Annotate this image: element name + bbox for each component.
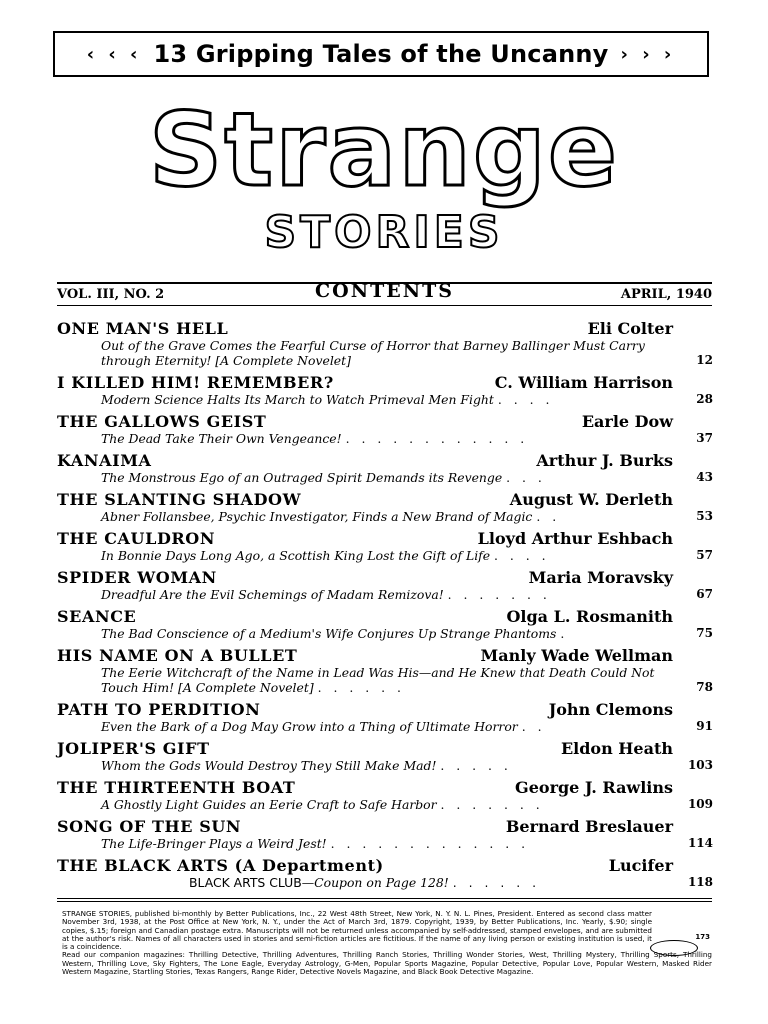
printer-code: 173 — [695, 933, 710, 941]
story-blurb: Dreadful Are the Evil Schemings of Madam Remizova! — [101, 587, 444, 602]
story-title: I KILLED HIM! REMEMBER? — [57, 373, 334, 392]
toc-entry: SEANCE Olga L. Rosmanith The Bad Conscience of a Medium's Wife Conjures Up Strange Phantoms . 75 — [57, 607, 713, 641]
toc-entry: JOLIPER'S GIFT Eldon Heath Whom the Gods Would Destroy They Still Make Mad! . . . . . 103 — [57, 739, 713, 773]
toc-entry: SONG OF THE SUN Bernard Breslauer The Life-Bringer Plays a Weird Jest! . . . . . . . . . . . . . 114 — [57, 817, 713, 851]
page-number: 109 — [687, 797, 713, 811]
toc-entry: KANAIMA Arthur J. Burks The Monstrous Ego of an Outraged Spirit Demands its Revenge . . . 43 — [57, 451, 713, 485]
issue-date: APRIL, 1940 — [620, 287, 712, 302]
volume-label: VOL. III, NO. 2 — [57, 287, 165, 302]
department-author: Lucifer — [608, 856, 673, 875]
story-blurb: The Monstrous Ego of an Outraged Spirit Demands its Revenge — [101, 470, 503, 485]
tagline-banner — [53, 31, 709, 77]
fine-print — [62, 910, 712, 976]
toc-entry: HIS NAME ON A BULLET Manly Wade Wellman The Eerie Witchcraft of the Name in Lead Was His—and He Knew that Death Could Not Touch Him! [A Complete Novelet] . . . . . . 78 — [57, 646, 713, 695]
story-author: Arthur J. Burks — [536, 451, 673, 470]
story-author: Manly Wade Wellman — [480, 646, 673, 665]
page-number: 43 — [696, 470, 713, 484]
tagline-text: 13 Gripping Tales of the Uncanny — [153, 40, 609, 68]
table-of-contents — [57, 319, 713, 895]
story-author: C. William Harrison — [494, 373, 673, 392]
story-title: KANAIMA — [57, 451, 152, 470]
toc-entry: THE GALLOWS GEIST Earle Dow The Dead Take Their Own Vengeance! . . . . . . . . . . . . 37 — [57, 412, 713, 446]
page-number: 103 — [687, 758, 713, 772]
story-author: John Clemons — [548, 700, 673, 719]
rule-under-issue — [57, 305, 712, 306]
story-author: Earle Dow — [581, 412, 673, 431]
story-title: ONE MAN'S HELL — [57, 319, 229, 338]
story-author: Bernard Breslauer — [505, 817, 673, 836]
toc-entry: THE SLANTING SHADOW August W. Derleth Abner Follansbee, Psychic Investigator, Finds a New Brand of Magic . . 53 — [57, 490, 713, 524]
story-title: THE THIRTEENTH BOAT — [57, 778, 296, 797]
page-number: 12 — [696, 353, 713, 367]
masthead-subtitle: STORIES — [264, 207, 504, 258]
toc-entry: I KILLED HIM! REMEMBER? C. William Harrison Modern Science Halts Its March to Watch Primeval Men Fight . . . . 28 — [57, 373, 713, 407]
rule-above-fine-print-2 — [57, 901, 712, 902]
story-blurb: The Eerie Witchcraft of the Name in Lead Was His—and He Knew that Death Could Not Touch Him! [A Complete Novelet] — [101, 665, 655, 695]
story-blurb: In Bonnie Days Long Ago, a Scottish King Lost the Gift of Life — [101, 548, 491, 563]
publication-notice: STRANGE STORIES, published bi-monthly by Better Publications, Inc., 22 West 48th Street, New York, N. Y. N. L. Pines, President. Entered as second class matter November 3rd, 1938, at the Post Office at New York, N. Y., under the Act of March 3rd, 1879. Copyright, 1939, by Better Publications, Inc. Yearly, $.90; single copies, $.15; foreign and Canadian postage extra. Manuscripts will not be returned unless accompanied by self-addressed, stamped envelopes, and are submitted at the author's risk. Names of all characters used in stories and semi-fiction articles are fictitious. If the name of any living person or existing institution is used, it is a coincidence. — [62, 909, 652, 952]
story-blurb: A Ghostly Light Guides an Eerie Craft to Safe Harbor — [101, 797, 437, 812]
contents-heading: CONTENTS — [315, 280, 454, 302]
story-author: George J. Rawlins — [515, 778, 673, 797]
page-number: 67 — [696, 587, 713, 601]
page-number: 37 — [696, 431, 713, 445]
page-number: 57 — [696, 548, 713, 562]
story-blurb: Whom the Gods Would Destroy They Still Make Mad! — [101, 758, 437, 773]
story-blurb: Abner Follansbee, Psychic Investigator, Finds a New Brand of Magic — [101, 509, 533, 524]
page-number: 118 — [687, 875, 713, 889]
page-number: 75 — [696, 626, 713, 640]
right-arrows: › › › — [620, 43, 676, 65]
story-author: Lloyd Arthur Eshbach — [477, 529, 673, 548]
department-title: THE BLACK ARTS (A Department) — [57, 856, 384, 875]
page-number: 28 — [696, 392, 713, 406]
club-coupon-text: —Coupon on Page 128! — [301, 875, 449, 890]
story-blurb: The Life-Bringer Plays a Weird Jest! — [101, 836, 327, 851]
story-title: SEANCE — [57, 607, 137, 626]
issue-row — [57, 280, 712, 306]
toc-entry: THE CAULDRON Lloyd Arthur Eshbach In Bonnie Days Long Ago, a Scottish King Lost the Gift of Life . . . . 57 — [57, 529, 713, 563]
story-title: SPIDER WOMAN — [57, 568, 217, 587]
story-title: SONG OF THE SUN — [57, 817, 242, 836]
toc-entry-department: THE BLACK ARTS (A Department) Lucifer BLACK ARTS CLUB—Coupon on Page 128! . . . . . . 118 — [57, 856, 713, 890]
union-seal-icon — [650, 940, 698, 956]
story-author: Olga L. Rosmanith — [506, 607, 673, 626]
club-label: BLACK ARTS CLUB — [189, 875, 302, 890]
rule-above-fine-print — [57, 898, 712, 899]
toc-entry: PATH TO PERDITION John Clemons Even the Bark of a Dog May Grow into a Thing of Ultimate Horror . . 91 — [57, 700, 713, 734]
story-title: THE SLANTING SHADOW — [57, 490, 302, 509]
story-blurb: Even the Bark of a Dog May Grow into a Thing of Ultimate Horror — [101, 719, 518, 734]
story-title: PATH TO PERDITION — [57, 700, 261, 719]
story-title: THE CAULDRON — [57, 529, 216, 548]
toc-entry: SPIDER WOMAN Maria Moravsky Dreadful Are the Evil Schemings of Madam Remizova! . . . . . . . 67 — [57, 568, 713, 602]
story-author: Maria Moravsky — [528, 568, 673, 587]
story-title: HIS NAME ON A BULLET — [57, 646, 298, 665]
story-blurb: The Bad Conscience of a Medium's Wife Conjures Up Strange Phantoms — [101, 626, 557, 641]
story-title: THE GALLOWS GEIST — [57, 412, 267, 431]
story-title: JOLIPER'S GIFT — [57, 739, 210, 758]
story-blurb: The Dead Take Their Own Vengeance! — [101, 431, 342, 446]
page-number: 91 — [696, 719, 713, 733]
left-arrows: ‹ ‹ ‹ — [86, 43, 142, 65]
toc-entry: THE THIRTEENTH BOAT George J. Rawlins A Ghostly Light Guides an Eerie Craft to Safe Harbor . . . . . . . 109 — [57, 778, 713, 812]
masthead-title: Strange — [148, 91, 620, 210]
page-number: 53 — [696, 509, 713, 523]
story-author: August W. Derleth — [509, 490, 673, 509]
page-number: 78 — [696, 680, 713, 694]
story-author: Eldon Heath — [560, 739, 673, 758]
companion-magazines: Read our companion magazines: Thrilling Detective, Thrilling Adventures, Thrilling Ranch Stories, Thrilling Wonder Stories, West, Thrilling Mystery, Thrilling Sports, Thrilling Western, Thrilling Love, Sky Fighters, The Lone Eagle, Everyday Astrology, G-Men, Popular Sports Magazine, Popular Detective, Popular Love, Popular Western, Masked Rider Western Magazine, Startling Stories, Texas Rangers, Range Rider, Detective Novels Magazine, and Black Book Detective Magazine. — [62, 950, 712, 977]
story-author: Eli Colter — [587, 319, 673, 338]
page-number: 114 — [687, 836, 713, 850]
story-blurb: Modern Science Halts Its March to Watch Primeval Men Fight — [101, 392, 494, 407]
toc-entry — [57, 319, 713, 368]
story-blurb: Out of the Grave Comes the Fearful Curse of Horror that Barney Ballinger Must Carry through Eternity! [A Complete Novelet] — [101, 338, 645, 368]
